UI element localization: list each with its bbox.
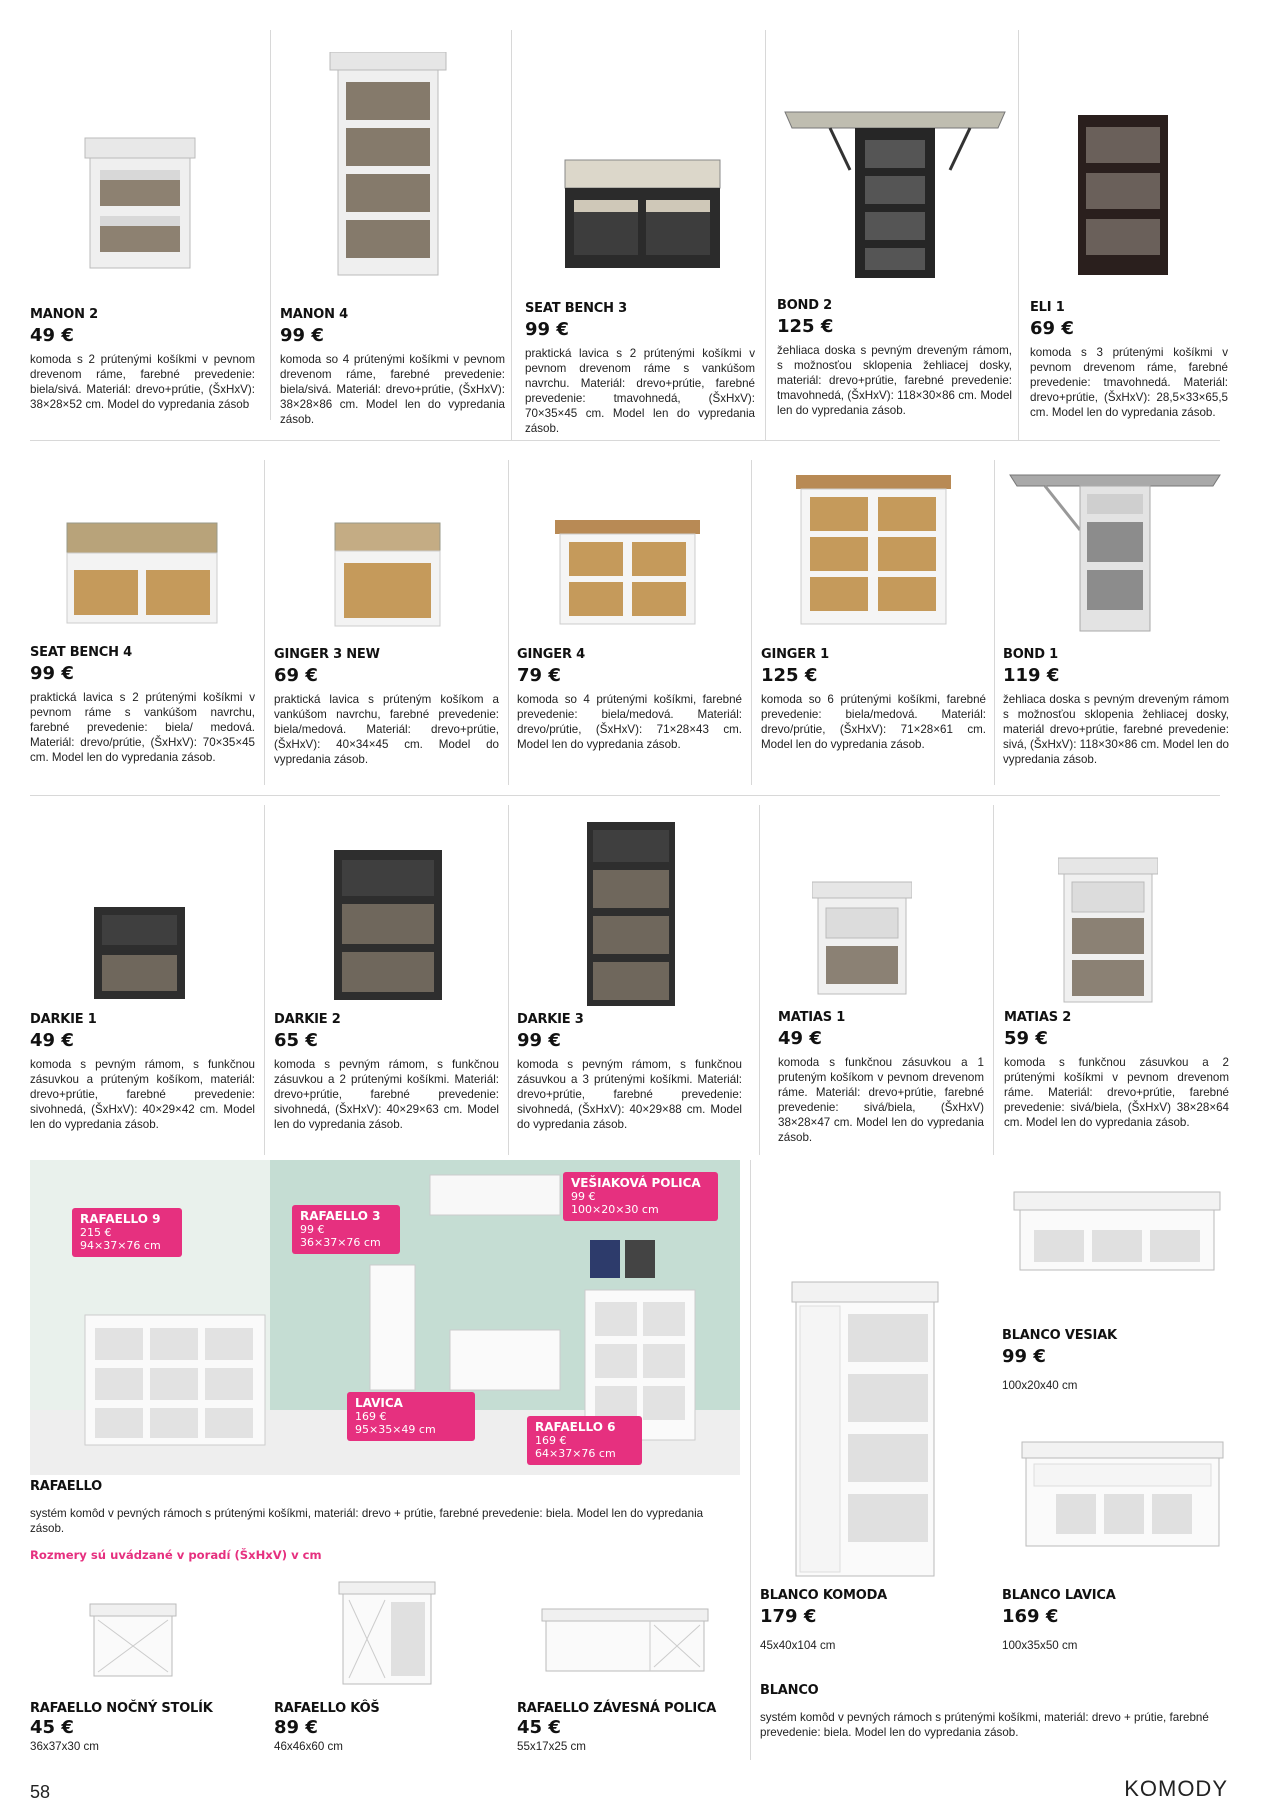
- product-price: 69 €: [1030, 318, 1074, 339]
- product-name: SEAT BENCH 4: [30, 645, 132, 660]
- seat-bench-3-image: [560, 155, 725, 280]
- tag-name: VEŠIAKOVÁ POLICA: [571, 1176, 701, 1190]
- product-description: komoda s pevným rámom, s funkčnou zásuvkou a 3 prútenými košíkmi. Materiál: drevo+prútie, farebné prevedenie: sivohnedá, (ŠxHxV): 40×29×88 cm. Model do vypredania zásob.: [517, 1058, 742, 1131]
- product-blanco-lavica: [1002, 1588, 1222, 1652]
- darkie-3-image: [585, 820, 677, 1010]
- product-description: komoda s 2 prútenými košíkmi v pevnom drevenom ráme, farebné prevedenie: biela/sivá. Materiál: drevo+prútie, (ŠxHxV): 38×28×52 cm. Model do vypredania zásob: [30, 353, 255, 411]
- product-rafaello-kos: [274, 1701, 499, 1753]
- product-price: 69 €: [274, 665, 318, 686]
- product-name: BLANCO KOMODA: [760, 1588, 888, 1603]
- tag-dims: 100×20×30 cm: [571, 1203, 659, 1216]
- product-darkie-3: [517, 1012, 742, 1132]
- tag-name: LAVICA: [355, 1396, 403, 1410]
- product-ginger-1: [761, 647, 986, 752]
- blanco-info: [760, 1683, 1230, 1740]
- tag-price: 215 €: [80, 1226, 112, 1239]
- tag-rafaello-9: [72, 1208, 182, 1257]
- product-price: 99 €: [1002, 1346, 1046, 1367]
- tag-dims: 36×37×76 cm: [300, 1236, 381, 1249]
- product-dims: 45x40x104 cm: [760, 1639, 836, 1652]
- product-eli-1: [1030, 300, 1228, 420]
- product-description: komoda so 4 prútenými košíkmi v pevnom drevenom ráme, farebné prevedenie: biela/sivá. Materiál: drevo+prútie, (ŠxHxV): 38×28×86 cm. Model len do vypredania zásob.: [280, 353, 505, 426]
- tag-dims: 94×37×76 cm: [80, 1239, 161, 1252]
- tag-name: RAFAELLO 3: [300, 1209, 381, 1223]
- product-matias-2: [1004, 1010, 1229, 1130]
- product-price: 99 €: [280, 325, 324, 346]
- product-bond-1: [1003, 647, 1229, 767]
- product-price: 169 €: [1002, 1606, 1059, 1627]
- section-title: KOMODY: [1124, 1776, 1228, 1801]
- product-manon-4: [280, 307, 505, 427]
- product-blanco-vesiak: [1002, 1328, 1222, 1392]
- bond-2-image: [780, 100, 1010, 285]
- product-name: MANON 4: [280, 307, 348, 322]
- product-description: komoda s pevným rámom, s funkčnou zásuvkou a prúteným košíkom, materiál: drevo+prútie, farebné prevedenie: sivohnedá, (ŠxHxV): 40×29×42 cm. Model len do vypredania zásob.: [30, 1058, 255, 1131]
- dimension-order-note: Rozmery sú uvádzané v poradí (ŠxHxV) v cm: [30, 1548, 322, 1562]
- product-name: DARKIE 2: [274, 1012, 341, 1027]
- product-name: BLANCO VESIAK: [1002, 1328, 1117, 1343]
- product-price: 45 €: [517, 1717, 561, 1738]
- ginger-4-image: [555, 520, 700, 630]
- darkie-2-image: [332, 848, 444, 1008]
- tag-lavica: [347, 1392, 475, 1441]
- blanco-komoda-image: [790, 1280, 940, 1580]
- product-description: komoda s funkčnou zásuvkou a 2 prútenými košíkmi v pevnom drevenom ráme. Materiál: drevo+prútie, farebné prevedenie: sivá/biela, (ŠxHxV) 38×28×64 cm. Model len do vypredania zásob.: [1004, 1056, 1229, 1129]
- product-name: DARKIE 3: [517, 1012, 584, 1027]
- product-description: komoda so 6 prútenými košíkmi, farebné prevedenie: biela/medová. Materiál: drevo/prútie, (ŠxHxV): 71×28×61 cm. Model len do vypredania zásob.: [761, 693, 986, 751]
- product-rafaello-nocny-stolik: [30, 1701, 255, 1753]
- product-price: 65 €: [274, 1030, 318, 1051]
- product-blanco-komoda: [760, 1588, 980, 1652]
- product-price: 49 €: [778, 1028, 822, 1049]
- tag-rafaello-3: [292, 1205, 400, 1254]
- ginger-3-new-image: [330, 518, 445, 630]
- product-price: 79 €: [517, 665, 561, 686]
- blanco-title: BLANCO: [760, 1683, 819, 1698]
- product-name: DARKIE 1: [30, 1012, 97, 1027]
- tag-price: 99 €: [571, 1190, 596, 1203]
- product-name: MANON 2: [30, 307, 98, 322]
- product-price: 179 €: [760, 1606, 817, 1627]
- product-matias-1: [778, 1010, 984, 1145]
- product-name: RAFAELLO KÔŠ: [274, 1701, 380, 1716]
- blanco-description: systém komôd v pevných rámoch s prútenými košíkmi, materiál: drevo + prútie, farebné prevedenie: biela. Model len do vypredania zásob.: [760, 1711, 1209, 1739]
- product-name: RAFAELLO NOČNÝ STOLÍK: [30, 1701, 213, 1716]
- tag-price: 99 €: [300, 1223, 325, 1236]
- seat-bench-4-image: [62, 518, 222, 628]
- product-dims: 46x46x60 cm: [274, 1740, 343, 1753]
- tag-name: RAFAELLO 6: [535, 1420, 616, 1434]
- product-name: SEAT BENCH 3: [525, 301, 627, 316]
- product-description: praktická lavica s 2 prútenými košíkmi v pevnom ráme s vankúšom navrchu, farebné prevedenie: biela/ medová. Materiál: drevo/prútie, (ŠxHxV): 70×35×45 cm. Model len do vypredania zásob.: [30, 691, 255, 764]
- product-price: 49 €: [30, 325, 74, 346]
- product-name: GINGER 4: [517, 647, 585, 662]
- product-name: MATIAS 2: [1004, 1010, 1072, 1025]
- product-name: BOND 2: [777, 298, 833, 313]
- product-price: 99 €: [30, 663, 74, 684]
- product-price: 89 €: [274, 1717, 318, 1738]
- manon-2-image: [80, 128, 200, 278]
- product-dims: 100x20x40 cm: [1002, 1379, 1078, 1392]
- product-name: RAFAELLO ZÁVESNÁ POLICA: [517, 1701, 717, 1716]
- blanco-lavica-image: [1020, 1440, 1225, 1550]
- product-bond-2: [777, 298, 1012, 418]
- product-description: komoda s funkčnou zásuvkou a 1 pruteným košíkom v pevnom drevenom ráme. Materiál: drevo+prútie, farebné prevedenie: sivá/biela, (ŠxHxV) 38×28×47 cm. Model len do vypredania zásob.: [778, 1056, 984, 1144]
- matias-1-image: [812, 880, 912, 1000]
- rafaello-description: systém komôd v pevných rámoch s prútenými košíkmi, materiál: drevo + prútie, farebné prevedenie: biela. Model len do vypredania zásob.: [30, 1507, 704, 1535]
- product-description: komoda s 3 prútenými košíkmi v pevnom drevenom ráme, farebné prevedenie: tmavohnedá. Materiál: drevo+prútie, (ŠxHxV): 28,5×33×65,5 cm. Model len do vypredania zásob.: [1030, 346, 1228, 419]
- tag-name: RAFAELLO 9: [80, 1212, 161, 1226]
- product-description: komoda so 4 prútenými košíkmi, farebné prevedenie: biela/medová. Materiál: drevo/prútie, (ŠxHxV): 71×28×43 cm. Model len do vypredania zásob.: [517, 693, 742, 751]
- product-price: 99 €: [525, 319, 569, 340]
- rafaello-nocny-stolik-image: [88, 1600, 178, 1680]
- product-description: žehliaca doska s pevným dreveným rámom s možnosťou sklopenia žehliacej dosky, materiál drevo+prútie, farebné prevedenie: sivá, (ŠxHxV): 118×30×86 cm. Model len do vypredania zásob.: [1003, 693, 1229, 766]
- bond-1-image: [1005, 470, 1225, 635]
- rafaello-info: [30, 1479, 740, 1562]
- darkie-1-image: [92, 905, 187, 1003]
- product-ginger-3-new: [274, 647, 499, 767]
- eli-1-image: [1078, 115, 1168, 280]
- product-name: MATIAS 1: [778, 1010, 846, 1025]
- product-darkie-2: [274, 1012, 499, 1132]
- product-seat-bench-4: [30, 645, 255, 765]
- rafaello-zavesna-polica-image: [540, 1605, 710, 1675]
- product-name: ELI 1: [1030, 300, 1065, 315]
- product-dims: 55x17x25 cm: [517, 1740, 586, 1753]
- tag-rafaello-6: [527, 1416, 642, 1465]
- product-dims: 36x37x30 cm: [30, 1740, 99, 1753]
- manon-4-image: [328, 52, 448, 282]
- tag-price: 169 €: [355, 1410, 387, 1423]
- product-price: 119 €: [1003, 665, 1060, 686]
- product-manon-2: [30, 307, 255, 412]
- product-seat-bench-3: [525, 301, 755, 436]
- tag-price: 169 €: [535, 1434, 567, 1447]
- rafaello-kos-image: [337, 1578, 437, 1688]
- rafaello-title: RAFAELLO: [30, 1479, 102, 1494]
- product-darkie-1: [30, 1012, 255, 1132]
- product-price: 99 €: [517, 1030, 561, 1051]
- product-description: praktická lavica s prúteným košíkom a vankúšom navrchu, farebné prevedenie: biela/medová. Materiál: drevo+prútie, (ŠxHxV): 40×34×45 cm. Model do vypredania zásob.: [274, 693, 499, 766]
- product-name: BOND 1: [1003, 647, 1059, 662]
- product-name: GINGER 1: [761, 647, 829, 662]
- tag-vesiakova-polica: [563, 1172, 718, 1221]
- product-price: 125 €: [761, 665, 818, 686]
- product-description: praktická lavica s 2 prútenými košíkmi v pevnom drevenom ráme s vankúšom navrchu. Materiál: drevo+prútie, farebné prevedenie: tmavohnedá, (ŠxHxV): 70×35×45 cm. Model len do vypredania zásob.: [525, 347, 755, 435]
- product-dims: 100x35x50 cm: [1002, 1639, 1078, 1652]
- product-price: 59 €: [1004, 1028, 1048, 1049]
- product-price: 125 €: [777, 316, 834, 337]
- ginger-1-image: [796, 475, 951, 630]
- page-number: 58: [30, 1782, 51, 1802]
- tag-dims: 95×35×49 cm: [355, 1423, 436, 1436]
- product-price: 49 €: [30, 1030, 74, 1051]
- product-name: BLANCO LAVICA: [1002, 1588, 1116, 1603]
- product-description: komoda s pevným rámom, s funkčnou zásuvkou a 2 prútenými košíkmi. Materiál: drevo+prútie, farebné prevedenie: sivohnedá, (ŠxHxV): 40×29×63 cm. Model len do vypredania zásob.: [274, 1058, 499, 1131]
- product-price: 45 €: [30, 1717, 74, 1738]
- product-name: GINGER 3 NEW: [274, 647, 380, 662]
- blanco-vesiak-image: [1012, 1190, 1222, 1290]
- product-description: žehliaca doska s pevným dreveným rámom, s možnosťou sklopenia žehliacej dosky, materiál: drevo+prútie, farebné prevedenie: tmavohnedá, (ŠxHxV): 118×30×86 cm. Model len do vypredania zásob.: [777, 344, 1012, 417]
- matias-2-image: [1058, 856, 1158, 1006]
- product-rafaello-zavesna-polica: [517, 1701, 742, 1753]
- tag-dims: 64×37×76 cm: [535, 1447, 616, 1460]
- product-ginger-4: [517, 647, 742, 752]
